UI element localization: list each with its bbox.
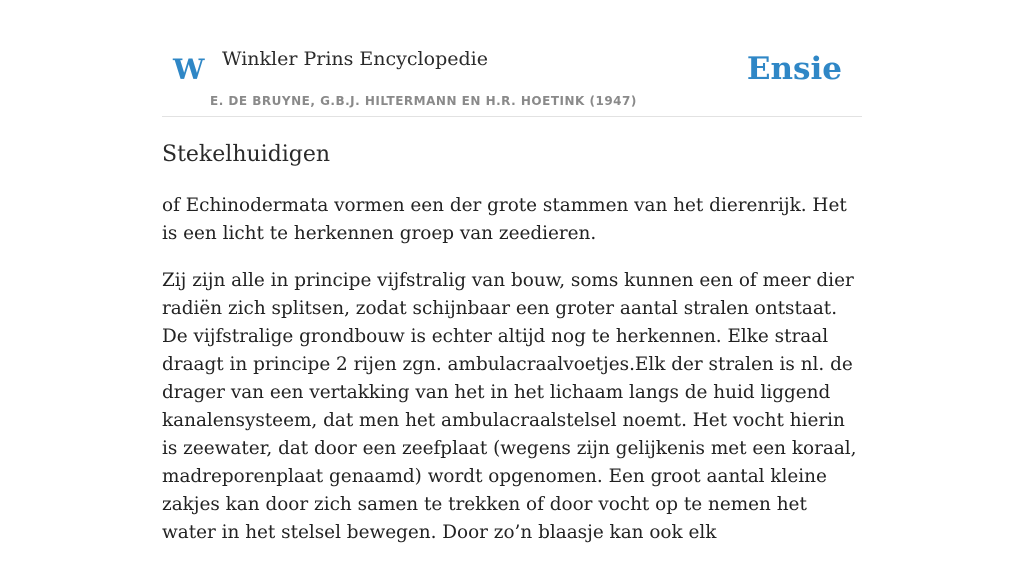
ensie-logo[interactable]: Ensie [746,51,842,87]
encyclopedia-authors: E. DE BRUYNE, G.B.J. HILTERMANN EN H.R. HOETINK (1947) [210,94,637,108]
article-title: Stekelhuidigen [162,142,331,167]
article-paragraph: of Echinodermata vormen een der grote stammen van het dierenrijk. Het is een licht te herkennen groep van zeedieren. [162,195,847,244]
winkler-prins-logo[interactable]: W [173,53,205,86]
site-header [162,0,862,117]
article-body [162,192,862,566]
encyclopedia-title[interactable]: Winkler Prins Encyclopedie [222,48,488,70]
article-paragraph: Zij zijn alle in principe vijfstralig van bouw, soms kunnen een of meer dier radiën zich splitsen, zodat schijnbaar een groter aantal stralen ontstaat. De vijfstralige grondbouw is echter altijd nog te herkennen. Elke straal draagt in principe 2 rijen zgn. ambulacraalvoetjes.Elk der stralen is nl. de drager van een vertakking van het in het lichaam langs de huid liggend kanalensysteem, dat men het ambulacraalstelsel noemt. Het vocht hierin is zeewater, dat door een zeefplaat (wegens zijn gelijkenis met een koraal, madreporenplaat genaamd) wordt opgenomen. Een groot aantal kleine zakjes kan door zich samen te trekken of door vocht op te nemen het water in het stelsel bewegen. Door zo’n blaasje kan ook elk [162,270,857,543]
